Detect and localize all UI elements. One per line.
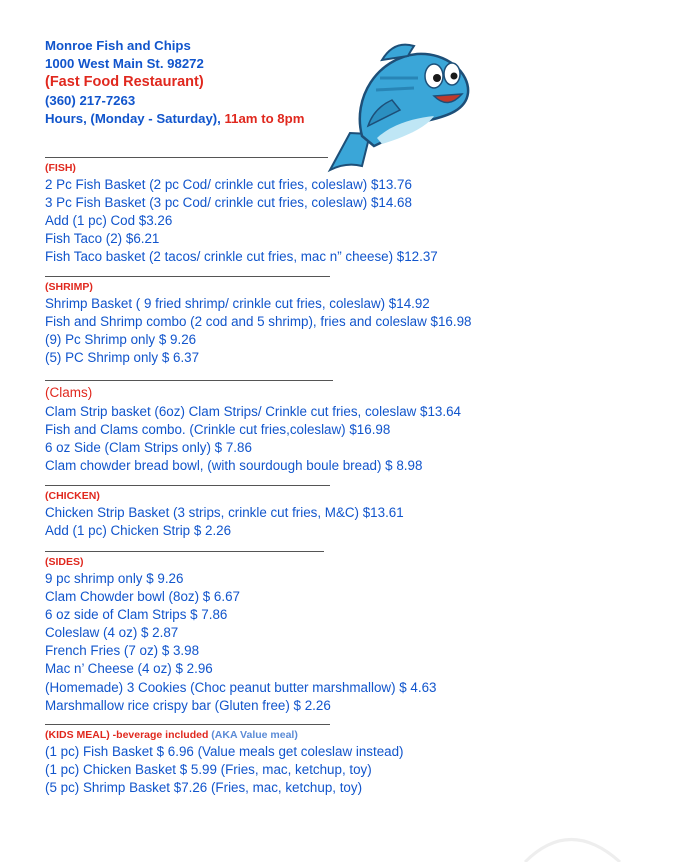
divider (45, 724, 330, 725)
menu-item: Clam chowder bread bowl, (with sourdough boule bread) $ 8.98 (45, 458, 423, 474)
restaurant-phone: (360) 217-7263 (45, 92, 136, 108)
menu-item: Clam Strip basket (6oz) Clam Strips/ Crinkle cut fries, coleslaw $13.64 (45, 404, 461, 419)
kids-items (45, 743, 404, 797)
kids-note: (AKA Value meal) (211, 729, 298, 741)
menu-item: (1 pc) Chicken Basket $ 5.99 (Fries, mac, ketchup, toy) (45, 762, 372, 778)
section-title-fish: (FISH) (45, 162, 76, 174)
divider (45, 276, 330, 277)
menu-item: 3 Pc Fish Basket (3 pc Cod/ crinkle cut fries, coleslaw) $14.68 (45, 195, 412, 211)
menu-item: Mac n’ Cheese (4 oz) $ 2.96 (45, 661, 213, 677)
menu-item: 2 Pc Fish Basket (2 pc Cod/ crinkle cut fries, coleslaw) $13.76 (45, 177, 412, 192)
section-title-kids (45, 729, 298, 741)
decorative-arc (520, 822, 630, 862)
divider (45, 157, 328, 158)
menu-item: Clam Chowder bowl (8oz) $ 6.67 (45, 589, 240, 605)
shrimp-items (45, 295, 471, 367)
menu-item: Fish Taco (2) $6.21 (45, 231, 160, 247)
menu-item: French Fries (7 oz) $ 3.98 (45, 643, 200, 659)
section-title-sides: (SIDES) (45, 556, 84, 568)
section-title-shrimp: (SHRIMP) (45, 281, 93, 293)
menu-item: (9) Pc Shrimp only $ 9.26 (45, 332, 197, 348)
divider (45, 551, 324, 552)
menu-item: (Homemade) 3 Cookies (Choc peanut butter marshmallow) $ 4.63 (45, 679, 437, 695)
fish-items (45, 176, 438, 266)
divider (45, 380, 333, 381)
cartoon-fish-icon (322, 38, 477, 178)
menu-item: (1 pc) Fish Basket $ 6.96 (Value meals get coleslaw instead) (45, 744, 404, 759)
menu-item: (5 pc) Shrimp Basket $7.26 (Fries, mac, ketchup, toy) (45, 780, 363, 796)
menu-item: (5) PC Shrimp only $ 6.37 (45, 350, 200, 366)
restaurant-address: 1000 West Main St. 98272 (45, 56, 204, 72)
menu-item: Fish and Shrimp combo (2 cod and 5 shrimp), fries and coleslaw $16.98 (45, 314, 472, 330)
section-title-chicken: (CHICKEN) (45, 490, 100, 502)
chicken-items (45, 504, 404, 540)
menu-item: 9 pc shrimp only $ 9.26 (45, 571, 184, 586)
kids-title: (KIDS MEAL) -beverage included (45, 729, 209, 741)
divider (45, 485, 330, 486)
restaurant-hours (45, 110, 304, 128)
clams-items (45, 403, 461, 475)
menu-item: Add (1 pc) Chicken Strip $ 2.26 (45, 523, 232, 539)
restaurant-type: (Fast Food Restaurant) (45, 74, 204, 91)
menu-item: Chicken Strip Basket (3 strips, crinkle cut fries, M&C) $13.61 (45, 505, 404, 520)
menu-item: Shrimp Basket ( 9 fried shrimp/ crinkle cut fries, coleslaw) $14.92 (45, 296, 430, 311)
section-title-clams: (Clams) (45, 385, 93, 400)
restaurant-header (45, 37, 304, 128)
menu-item: 6 oz side of Clam Strips $ 7.86 (45, 607, 228, 623)
hours-label: Hours, (Monday - Saturday), (45, 110, 221, 126)
menu-item: Marshmallow rice crispy bar (Gluten free) $ 2.26 (45, 697, 331, 713)
menu-item: Coleslaw (4 oz) $ 2.87 (45, 625, 179, 641)
menu-item: Fish Taco basket (2 tacos/ crinkle cut fries, mac n” cheese) $12.37 (45, 249, 438, 265)
sides-items (45, 570, 436, 715)
restaurant-name: Monroe Fish and Chips (45, 38, 191, 53)
menu-item: Fish and Clams combo. (Crinkle cut fries,coleslaw) $16.98 (45, 422, 391, 438)
menu-item: 6 oz Side (Clam Strips only) $ 7.86 (45, 440, 252, 456)
menu-item: Add (1 pc) Cod $3.26 (45, 213, 173, 229)
hours-value: 11am to 8pm (224, 110, 305, 126)
